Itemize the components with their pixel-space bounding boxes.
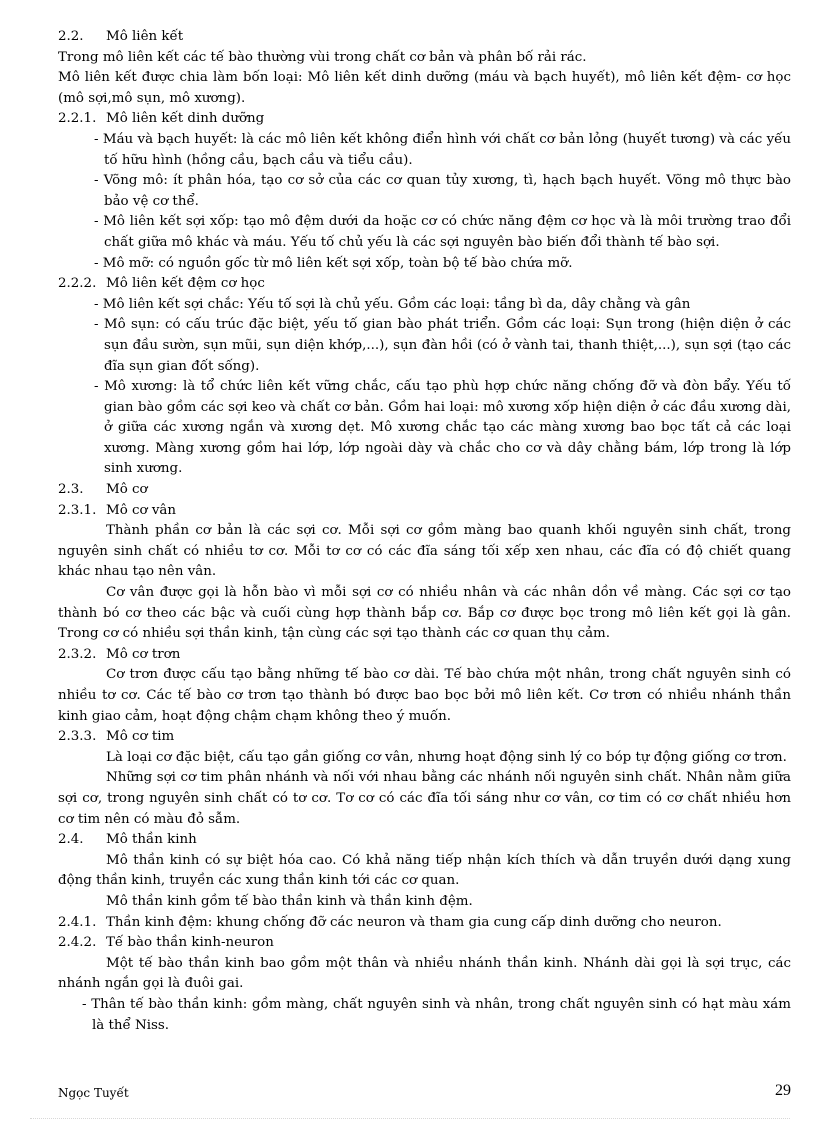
section-number: 2.4. bbox=[58, 832, 84, 848]
bullet-item: - Mô xương: là tổ chức liên kết vững chắc, cấu tạo phù hợp chức năng chống đỡ và đòn bẩy. Yếu tố gian bào gồm các sợi keo và chất cơ bản. Gồm hai loại: mô xương xốp hiện diện ở các đầu xương dài, ở giữa các xương ngắn và xương dẹt. Mô xương chắc tạo các màng xương bao bọc tất cả các loại xương. Màng xương gồm hai lớp, lớp ngoài dày và chắc cho cơ và dây chằng bám, lớp trong là lớp sinh xương. bbox=[94, 379, 791, 477]
section-number: 2.4.2. bbox=[58, 935, 97, 951]
page-number: 29 bbox=[775, 1082, 791, 1099]
bullet-item: - Mô liên kết sợi xốp: tạo mô đệm dưới da hoặc cơ có chức năng đệm cơ học và là môi trường trao đổi chất giữa mô khác và máu. Yếu tố chủ yếu là các sợi nguyên bào biến đổi thành tế bào sợi. bbox=[94, 214, 791, 250]
section-heading bbox=[58, 913, 791, 934]
footer-divider bbox=[30, 1118, 790, 1119]
section-title: Mô liên kết đệm cơ học bbox=[106, 276, 265, 292]
section-number: 2.3.1. bbox=[58, 502, 97, 518]
section-heading bbox=[58, 109, 791, 130]
bullet-item: - Thân tế bào thần kinh: gồm màng, chất nguyên sinh và nhân, trong chất nguyên sinh có hạt màu xám là thể Niss. bbox=[82, 996, 791, 1033]
indented-paragraph: Một tế bào thần kinh bao gồm một thân và nhiều nhánh thần kinh. Nhánh dài gọi là sợi trục, các nhánh ngắn gọi là đuôi gai. bbox=[58, 955, 791, 992]
section-title: Mô thần kinh bbox=[106, 832, 197, 848]
section-title: Mô liên kết dinh dưỡng bbox=[106, 111, 265, 127]
paragraph: Mô liên kết được chia làm bốn loại: Mô liên kết dinh dưỡng (máu và bạch huyết), mô liên kết đệm- cơ học (mô sợi,mô sụn, mô xương). bbox=[58, 70, 791, 106]
section-number: 2.3.3. bbox=[58, 729, 97, 745]
indented-paragraph: Thành phần cơ bản là các sợi cơ. Mỗi sợi cơ gồm màng bao quanh khối nguyên sinh chất, trong nguyên sinh chất có nhiều tơ cơ. Mỗi tơ cơ có các đĩa sáng tối xếp xen nhau, các đĩa có độ chiết quang khác nhau tạo nên vân. bbox=[58, 523, 791, 580]
section-title: Mô cơ bbox=[106, 482, 148, 498]
indented-paragraph: Là loại cơ đặc biệt, cấu tạo gần giống cơ vân, nhưng hoạt động sinh lý co bóp tự động giống cơ trơn. bbox=[106, 749, 787, 765]
section-heading bbox=[58, 933, 791, 954]
section-title: Mô liên kết bbox=[106, 29, 184, 44]
bullet-item: - Võng mô: ít phân hóa, tạo cơ sở của các cơ quan tủy xương, tì, hạch bạch huyết. Võng mô thực bào bảo vệ cơ thể. bbox=[94, 173, 791, 209]
page-body bbox=[58, 27, 791, 1036]
indented-paragraph: Cơ trơn được cấu tạo bằng những tế bào cơ dài. Tế bào chứa một nhân, trong chất nguyên sinh có nhiều tơ cơ. Các tế bào cơ trơn tạo thành bó được bao bọc bởi mô liên kết. Cơ trơn có nhiều nhánh thần kinh giao cảm, hoạt động chậm chạm không theo ý muốn. bbox=[58, 667, 791, 724]
bullet-item: - Mô sụn: có cấu trúc đặc biệt, yếu tố gian bào phát triển. Gồm các loại: Sụn trong (hiện diện ở các sụn đầu sườn, sụn mũi, sụn diện khớp,...), sụn đàn hồi (có ở vành tai, thanh thiệt,...), sụn sợi (tạo các đĩa sụn gian đốt sống). bbox=[94, 317, 791, 374]
section-heading bbox=[58, 274, 791, 295]
section-title: Mô cơ trơn bbox=[106, 646, 181, 662]
section-heading bbox=[58, 645, 791, 666]
page-footer bbox=[58, 1082, 791, 1100]
section-title: Mô cơ vân bbox=[106, 502, 177, 518]
section-number: 2.2.2. bbox=[58, 276, 97, 292]
bullet-item: - Mô mỡ: có nguồn gốc từ mô liên kết sợi xốp, toàn bộ tế bào chứa mỡ. bbox=[94, 255, 573, 271]
paragraph: Trong mô liên kết các tế bào thường vùi trong chất cơ bản và phân bố rải rác. bbox=[58, 49, 587, 65]
section-number: 2.3. bbox=[58, 482, 84, 498]
section-heading bbox=[58, 27, 791, 48]
section-title: Mô cơ tim bbox=[106, 729, 175, 745]
indented-paragraph: Cơ vân được gọi là hỗn bào vì mỗi sợi cơ có nhiều nhân và các nhân dồn về màng. Các sợi cơ tạo thành bó cơ theo các bậc và cuối cùng hợp thành bắp cơ. Bắp cơ được bọc trong mô liên kết gọi là gân. Trong cơ có nhiều sợi thần kinh, tận cùng các sợi tạo thành các cơ quan thụ cảm. bbox=[58, 585, 791, 642]
bullet-item: - Mô liên kết sợi chắc: Yếu tố sợi là chủ yếu. Gồm các loại: tầng bì da, dây chằng và gân bbox=[94, 296, 691, 312]
indented-paragraph: Mô thần kinh có sự biệt hóa cao. Có khả năng tiếp nhận kích thích và dẫn truyền dưới dạng xung động thần kinh, truyền các xung thần kinh tới các cơ quan. bbox=[58, 852, 791, 889]
footer-author: Ngọc Tuyết bbox=[58, 1086, 129, 1100]
indented-paragraph: Mô thần kinh gồm tế bào thần kinh và thần kinh đệm. bbox=[106, 893, 473, 909]
section-title: Tế bào thần kinh-neuron bbox=[106, 935, 274, 951]
section-title: Thần kinh đệm: khung chống đỡ các neuron và tham gia cung cấp dinh dưỡng cho neuron. bbox=[106, 914, 722, 930]
section-heading bbox=[58, 501, 791, 522]
section-heading bbox=[58, 830, 791, 851]
section-number: 2.4.1. bbox=[58, 914, 97, 930]
section-number: 2.3.2. bbox=[58, 646, 97, 662]
section-number: 2.2. bbox=[58, 29, 84, 44]
bullet-item: - Máu và bạch huyết: là các mô liên kết không điển hình với chất cơ bản lỏng (huyết tương) và các yếu tố hữu hình (hồng cầu, bạch cầu và tiểu cầu). bbox=[94, 131, 791, 168]
section-number: 2.2.1. bbox=[58, 111, 97, 127]
section-heading bbox=[58, 480, 791, 501]
indented-paragraph: Những sợi cơ tim phân nhánh và nối với nhau bằng các nhánh nối nguyên sinh chất. Nhân nằm giữa sợi cơ, trong nguyên sinh chất có tơ cơ. Tơ cơ có các đĩa tối sáng như cơ vân, cơ tim có cơ chất nhiều hơn cơ tim nên có màu đỏ sẫm. bbox=[58, 770, 791, 827]
section-heading bbox=[58, 727, 791, 748]
